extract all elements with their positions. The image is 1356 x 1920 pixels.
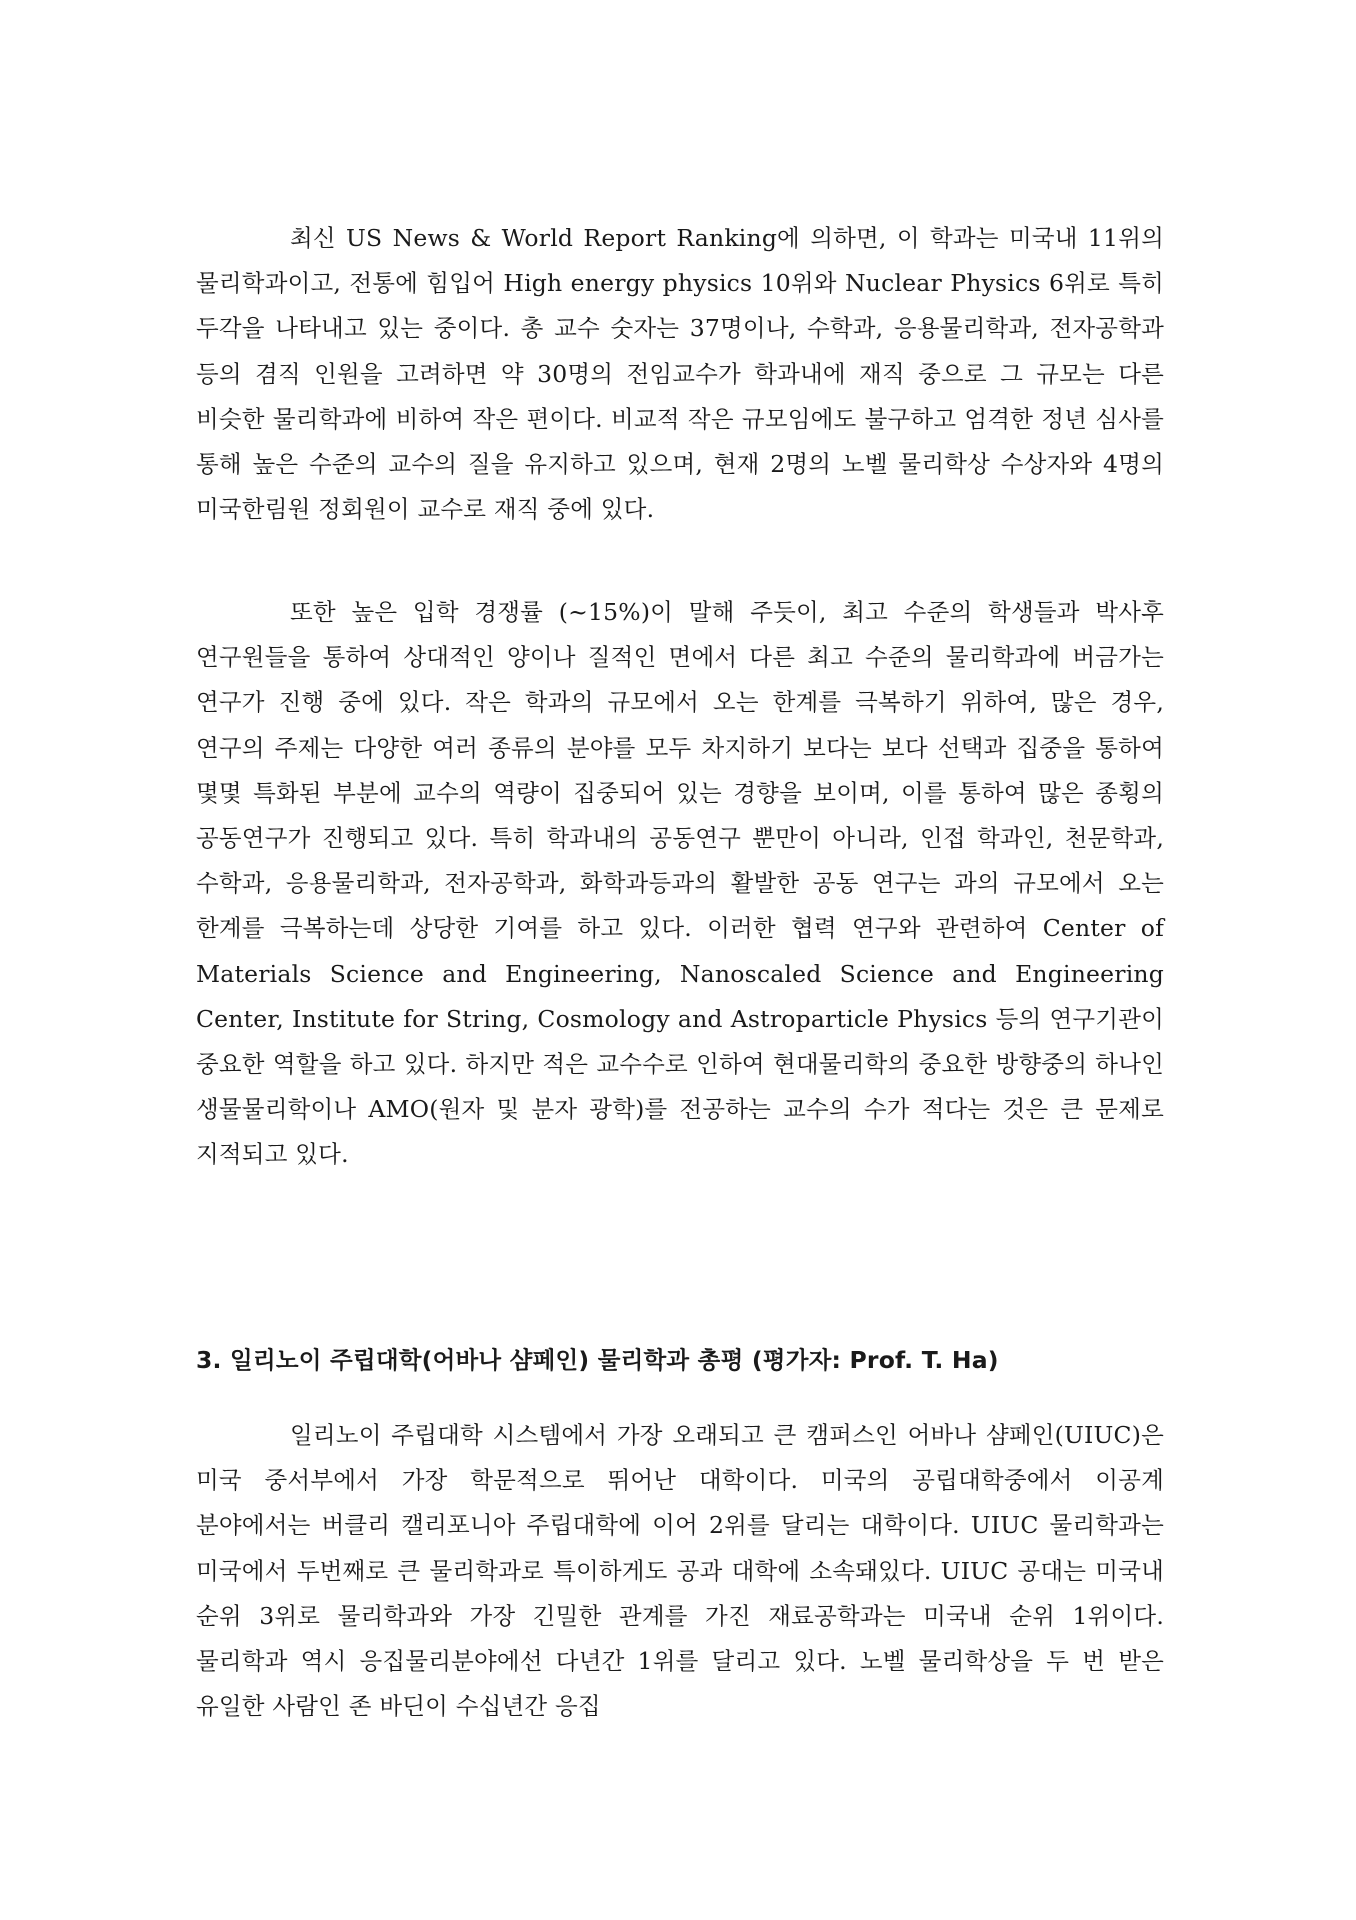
section-heading: 3. 일리노이 주립대학(어바나 샴페인) 물리학과 총평 (평가자: Prof. T. Ha) — [196, 1346, 999, 1374]
body-paragraph-research: 또한 높은 입학 경쟁률 (~15%)이 말해 주듯이, 최고 수준의 학생들과 박사후 연구원들을 통하여 상대적인 양이나 질적인 면에서 다른 최고 수준의 물리학과에 버금가는 연구가 진행 중에 있다. 작은 학과의 규모에서 오는 한계를 극복하기 위하여, 많은 경우, 연구의 주제는 다양한 여러 종류의 분야를 모두 차지하기 보다는 보다 선택과 집중을 통하여 몇몇 특화된 부분에 교수의 역량이 집중되어 있는 경향을 보이며, 이를 통하여 많은 종횡의 공동연구가 진행되고 있다. 특히 학과내의 공동연구 뿐만이 아니라, 인접 학과인, 천문학과, 수학과, 응용물리학과, 전자공학과, 화학과등과의 활발한 공동 연구는 과의 규모에서 오는 한계를 극복하는데 상당한 기여를 하고 있다. 이러한 협력 연구와 관련하여 Center of Materials Science and Engineering, Nanoscaled Science and Engineering Center, Institute for String, Cosmology and Astroparticle Physics 등의 연구기관이 중요한 역할을 하고 있다. 하지만 적은 교수수로 인하여 현대물리학의 중요한 방향중의 하나인 생물물리학이나 AMO(원자 및 분자 광학)를 전공하는 교수의 수가 적다는 것은 큰 문제로 지적되고 있다. — [196, 598, 1164, 1169]
body-paragraph-uiuc: 일리노이 주립대학 시스템에서 가장 오래되고 큰 캠퍼스인 어바나 샴페인(UIUC)은 미국 중서부에서 가장 학문적으로 뛰어난 대학이다. 미국의 공립대학중에서 이공계 분야에서는 버클리 캘리포니아 주립대학에 이어 2위를 달리는 대학이다. UIUC 물리학과는 미국에서 두번째로 큰 물리학과로 특이하게도 공과 대학에 소속돼있다. UIUC 공대는 미국내 순위 3위로 물리학과와 가장 긴밀한 관계를 가진 재료공학과는 미국내 순위 1위이다. 물리학과 역시 응집물리분야에선 다년간 1위를 달리고 있다. 노벨 물리학상을 두 번 받은 유일한 사람인 존 바딘이 수십년간 응집 — [196, 1421, 1164, 1721]
body-paragraph-ranking: 최신 US News & World Report Ranking에 의하면, 이 학과는 미국내 11위의 물리학과이고, 전통에 힘입어 High energy physics 10위와 Nuclear Physics 6위로 특히 두각을 나타내고 있는 중이다. 총 교수 숫자는 37명이나, 수학과, 응용물리학과, 전자공학과 등의 겸직 인원을 고려하면 약 30명의 전임교수가 학과내에 재직 중으로 그 규모는 다른 비슷한 물리학과에 비하여 작은 편이다. 비교적 작은 규모임에도 불구하고 엄격한 정년 심사를 통해 높은 수준의 교수의 질을 유지하고 있으며, 현재 2명의 노벨 물리학상 수상자와 4명의 미국한림원 정회원이 교수로 재직 중에 있다. — [196, 224, 1164, 524]
